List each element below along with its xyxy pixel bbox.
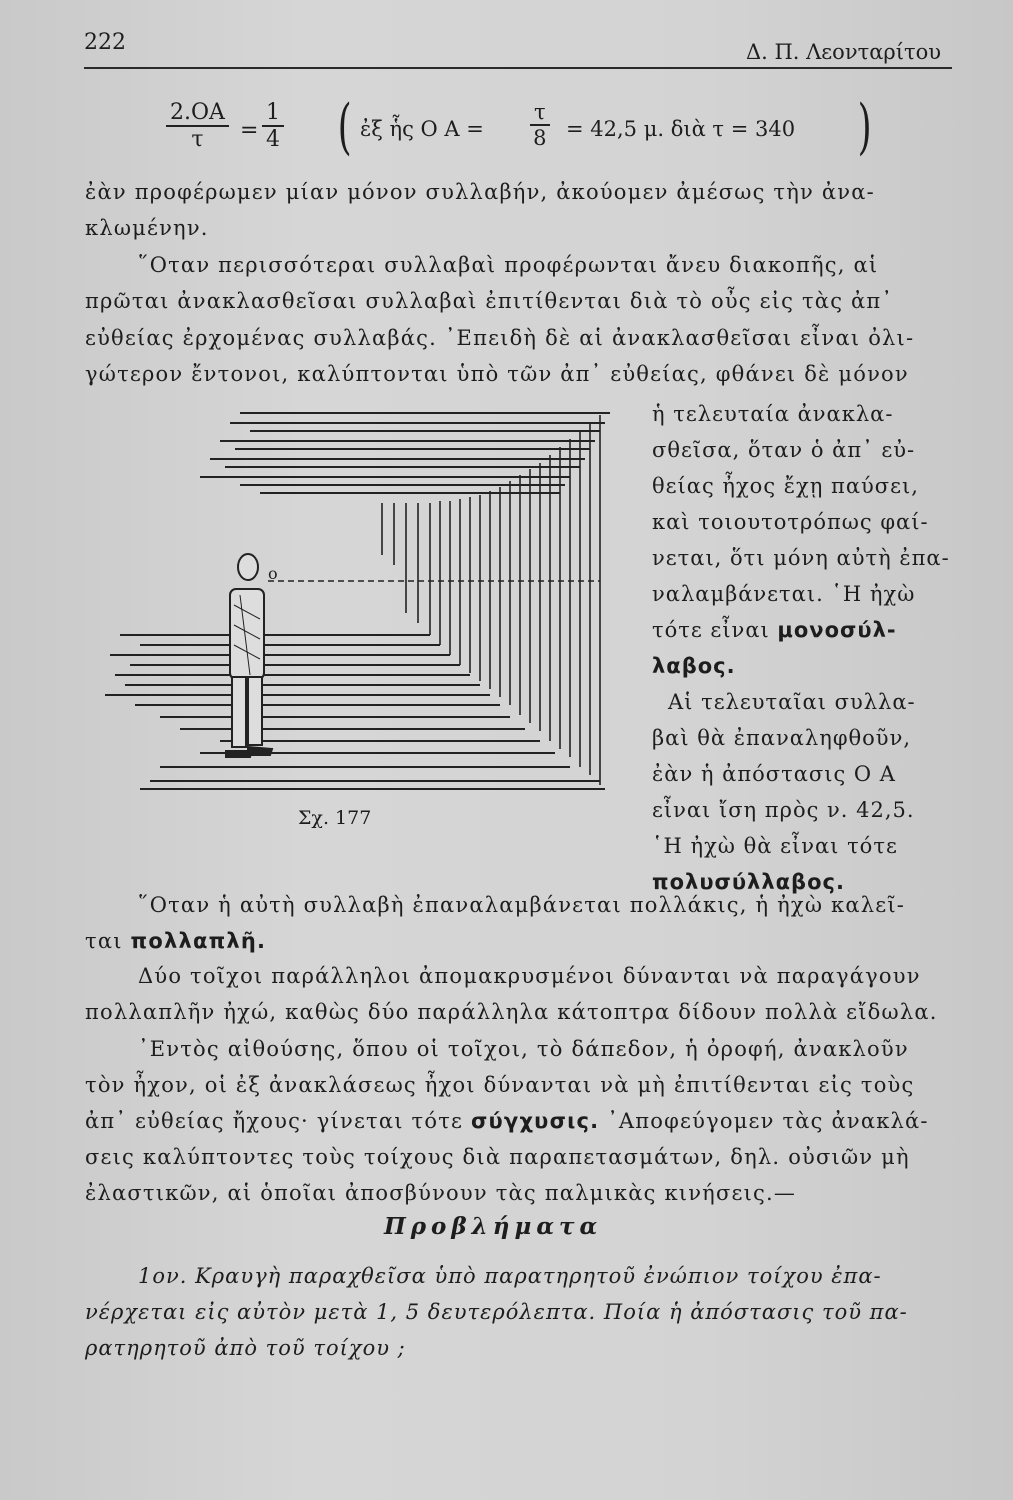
text-line: ῾Η ἠχὼ θὰ εἶναι τότε	[652, 834, 898, 858]
text-line: βαὶ θὰ ἐπαναληφθοῦν,	[652, 726, 912, 750]
text-line: πολλαπλῆν ἠχώ, καθὼς δύο παράλληλα κάτοπτρα δίδουν πολλὰ εἴδωλα.	[85, 1000, 938, 1024]
problems-heading: Προβλήματα	[384, 1213, 603, 1240]
text-line: κλωμένην.	[85, 216, 209, 240]
text-line: ῞Οταν περισσότεραι συλλαβαὶ προφέρωνται ἄνευ διακοπῆς, αἱ	[138, 253, 879, 277]
header-rule	[84, 67, 952, 69]
term-monosyllabic-end: λαβος.	[652, 654, 736, 678]
text-line: σθεῖσα, ὅταν ὁ ἀπ᾿ εὐ-	[652, 438, 916, 462]
text-line: ἐὰν προφέρωμεν μίαν μόνον συλλαβήν, ἀκούομεν ἀμέσως τὴν ἀνα-	[85, 180, 875, 204]
text-line: ᾿Εντὸς αἰθούσης, ὅπου οἱ τοῖχοι, τὸ δάπεδον, ἡ ὀροφή, ἀνακλοῦν	[138, 1037, 909, 1061]
text-line: σεις καλύπτοντες τοὺς τοίχους διὰ παραπετασμάτων, δηλ. οὐσιῶν μὴ	[85, 1145, 910, 1169]
text-line: ῞Οταν ἡ αὐτὴ συλλαβὴ ἐπαναλαμβάνεται πολλάκις, ἡ ἠχὼ καλεῖ-	[138, 893, 906, 917]
text-line: εὐθείας ἐρχομένας συλλαβάς. ᾿Επειδὴ δὲ αἱ ἀνακλασθεῖσαι εἶναι ὀλι-	[85, 326, 915, 350]
text-line: ναλαμβάνεται. ῾Η ἠχὼ	[652, 582, 916, 606]
text-line: Δύο τοῖχοι παράλληλοι ἀπομακρυσμένοι δύνανται νὰ παραγάγουν	[138, 964, 921, 988]
fraction-2oa-over-tau: $\frac{2.OA}{\tau}$	[166, 100, 229, 152]
left-paren: (	[337, 92, 352, 162]
term-polysyllabic: πολυσύλλαβος.	[652, 870, 845, 894]
term-monosyllabic: μονοσύλ-	[777, 618, 897, 642]
right-paren: )	[857, 92, 872, 162]
text-line: ἡ τελευταία ἀνακλα-	[652, 402, 894, 426]
formula-text-b: = 42,5 μ. διὰ τ = 340	[566, 117, 796, 141]
text-line: ται πολλαπλῆ.	[85, 929, 267, 953]
text-line: τότε εἶναι μονοσύλ-	[652, 618, 897, 642]
text-line: πρῶται ἀνακλασθεῖσαι συλλαβαὶ ἐπιτίθενται διὰ τὸ οὖς εἰς τὰς ἀπ᾿	[85, 289, 894, 313]
page-number: 222	[84, 30, 126, 55]
problem-line: ρατηρητοῦ ἀπὸ τοῦ τοίχου ;	[85, 1336, 406, 1360]
fraction-1-over-4: $\frac{1}{4}$	[262, 100, 284, 152]
term-confusion: σύγχυσις.	[471, 1109, 600, 1133]
term-multiple: πολλαπλῆ.	[130, 929, 267, 953]
text-line: εἶναι ἴση πρὸς ν. 42,5.	[652, 798, 915, 822]
label-o: o	[268, 564, 278, 583]
problem-line: 1ον. Κραυγὴ παραχθεῖσα ὑπὸ παρατηρητοῦ ἐνώπιον τοίχου ἐπα-	[138, 1264, 882, 1288]
text-line: ἐὰν ἡ ἀπόστασις Ο Α	[652, 762, 896, 786]
equals-sign: =	[240, 118, 259, 143]
text-line: ἀπ᾿ εὐθείας ἤχους· γίνεται τότε σύγχυσις. ᾿Αποφεύγομεν τὰς ἀνακλά-	[85, 1109, 929, 1133]
text-line: ἐλαστικῶν, αἱ ὁποῖαι ἀποσβύνουν τὰς παλμικὰς κινήσεις.—	[85, 1181, 797, 1205]
problem-line: νέρχεται εἰς αὐτὸν μετὰ 1, 5 δευτερόλεπτα. Ποία ἡ ἀπόστασις τοῦ πα-	[85, 1300, 908, 1324]
text-line: γώτερον ἔντονοι, καλύπτονται ὑπὸ τῶν ἀπ᾿ εὐθείας, φθάνει δὲ μόνον	[85, 362, 909, 386]
text-line: καὶ τοιουτοτρόπως φαί-	[652, 510, 929, 534]
figure-caption: Σχ. 177	[298, 807, 372, 829]
figure-echo-wall	[100, 405, 620, 795]
fraction-tau-over-8: $\frac{\tau}{8}$	[530, 100, 550, 150]
text-line: θείας ἦχος ἔχῃ παύσει,	[652, 474, 919, 498]
text-line: Αἱ τελευταῖαι συλλα-	[668, 690, 916, 714]
text-line: νεται, ὅτι μόνη αὐτὴ ἐπα-	[652, 546, 950, 570]
text-line: τὸν ἦχον, οἱ ἐξ ἀνακλάσεως ἦχοι δύνανται νὰ μὴ ἐπιτίθενται εἰς τοὺς	[85, 1073, 915, 1097]
running-header-author: Δ. Π. Λεονταρίτου	[745, 40, 941, 64]
formula-text-a: ἐξ ἧς Ο Α =	[360, 117, 484, 141]
